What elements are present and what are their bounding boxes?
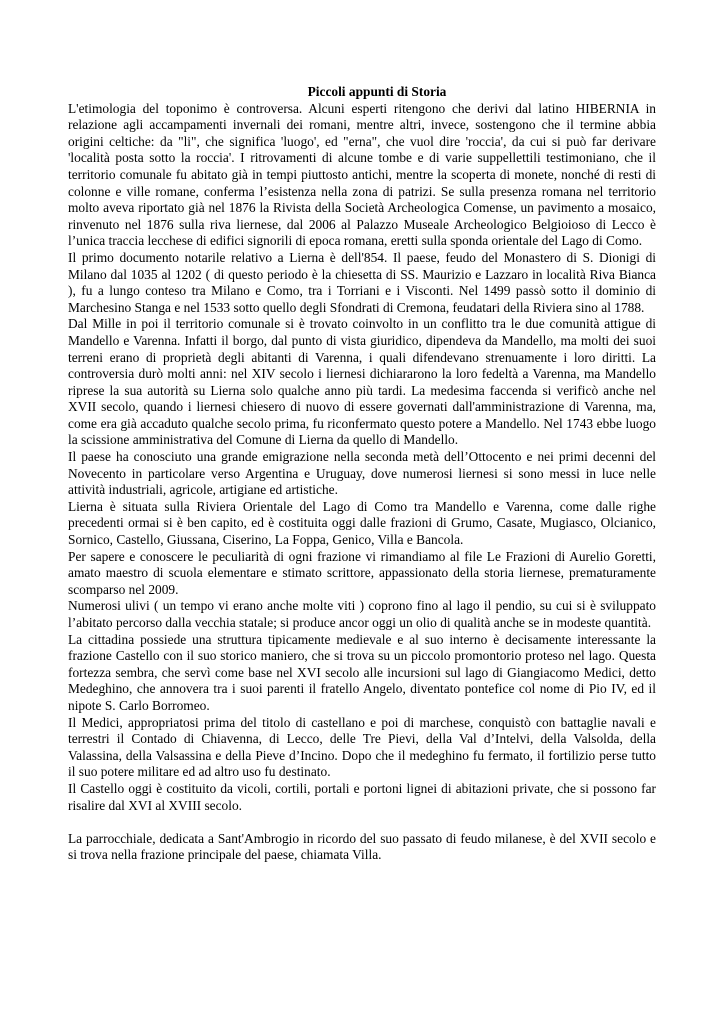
- paragraph-first-document: Il primo documento notarile relativo a Lierna è dell'854. Il paese, feudo del Monastero di S. Dionigi di Milano dal 1035 al 1202 ( di questo periodo è la chiesetta di SS. Maurizio e Lazzaro in località Riva Bianca ), fu a lungo conteso tra Milano e Como, tra i Torriani e i Visconti. Nel 1499 passò sotto il dominio di Marchesino Stanga e nel 1533 sotto quello degli Sfondrati di Cremona, feudatari della Riviera sino al 1788.: [68, 249, 656, 315]
- blank-line: [68, 814, 656, 831]
- paragraph-etymology: L'etimologia del toponimo è controversa. Alcuni esperti ritengono che derivi dal latino HIBERNIA in relazione agli accampamenti invernali dei romani, mentre altri, invece, sostengono che il termine abbia origini celtiche: da "li", che significa 'luogo', ed "erna", che vuol dire 'roccia', da cui si può far derivare 'località posta sotto la roccia'. I ritrovamenti di alcune tombe e di varie suppellettili testimoniano, che il territorio comunale fu abitato già in tempi piuttosto antichi, mentre la scoperta di monete, nonché di resti di colonne e ville romane, conferma l’esistenza nella zona di patrizi. Se sulla presenza romana nel territorio molto aveva riportato già nel 1876 la Rivista della Società Archeologica Comense, un pavimento a mosaico, rinvenuto nel 1876 sulla riva liernese, dal 2006 al Palazzo Museale Archeologico Belgioioso di Lecco è l’unica traccia lecchese di edifici signorili di epoca romana, eretti sulla sponda orientale del Lago di Como.: [68, 100, 656, 249]
- paragraph-olive-trees: Numerosi ulivi ( un tempo vi erano anche molte viti ) coprono fino al lago il pendio, su cui si è sviluppato l’abitato percorso dalla vecchia statale; si produce ancor oggi un olio di qualità anche se in modeste quantità.: [68, 598, 656, 630]
- paragraph-location: Lierna è situata sulla Riviera Orientale del Lago di Como tra Mandello e Varenna, come dalle righe precedenti ormai si è ben capito, ed è costituita oggi dalle frazioni di Grumo, Casate, Mugiasco, Olcianico, Sornico, Castello, Giussana, Ciserino, La Foppa, Genico, Villa e Bancola.: [68, 498, 656, 548]
- paragraph-parish-church: La parrocchiale, dedicata a Sant'Ambrogio in ricordo del suo passato di feudo milanese, è del XVII secolo e si trova nella frazione principale del paese, chiamata Villa.: [68, 830, 656, 863]
- page-title: Piccoli appunti di Storia: [307, 84, 447, 99]
- paragraph-frazioni: Per sapere e conoscere le peculiarità di ogni frazione vi rimandiamo al file Le Frazioni di Aurelio Goretti, amato maestro di scuola elementare e stimato scrittore, appassionato della storia liernese, prematuramente scomparso nel 2009.: [68, 548, 656, 597]
- paragraph-medieval-structure: La cittadina possiede una struttura tipicamente medievale e al suo interno è decisamente interessante la frazione Castello con il suo storico maniero, che si trova su un piccolo promontorio proteso nel lago. Questa fortezza sembra, che servì come base nel XVI secolo alle incursioni sul lago di Giangiacomo Medici, detto Medeghino, che annovera tra i suoi parenti il fratello Angelo, diventato pontefice col nome di Pio IV, ed il nipote S. Carlo Borromeo.: [68, 631, 656, 713]
- paragraph-medici: Il Medici, appropriatosi prima del titolo di castellano e poi di marchese, conquistò con battaglie navali e terrestri il Contado di Chiavenna, di Lecco, delle Tre Pievi, della Val d’Intelvi, della Valsolda, della Valassina, della Valsassina e della Pieve d’Incino. Dopo che il medeghino fu fermato, il fortilizio perse tutto il suo potere militare ed ad altro uso fu destinato.: [68, 714, 656, 780]
- document-page: [68, 84, 656, 864]
- paragraph-conflict: Dal Mille in poi il territorio comunale si è trovato coinvolto in un conflitto tra le due comunità attigue di Mandello e Varenna. Infatti il borgo, dal punto di vista giuridico, dipendeva da Mandello, ma molti dei suoi terreni erano di proprietà degli abitanti di Varenna, i quali difendevano strenuamente i loro diritti. La controversia durò molti anni: nel XIV secolo i liernesi dichiararono la loro fedeltà a Varenna, ma Mandello riprese la sua autorità su Lierna solo qualche anno più tardi. La medesima faccenda si verificò anche nel XVII secolo, quando i liernesi chiesero di nuovo di essere governati dall'amministrazione di Varenna, ma, come era già accaduto qualche secolo prima, fu riconfermato questo potere a Mandello. Nel 1743 ebbe luogo la scissione amministrativa del Comune di Lierna da quello di Mandello.: [68, 316, 656, 448]
- paragraph-emigration: Il paese ha conosciuto una grande emigrazione nella seconda metà dell’Ottocento e nei primi decenni del Novecento in particolare verso Argentina e Uruguay, dove numerosi liernesi si sono messi in luce nelle attività industriali, agricole, artigiane ed artistiche.: [68, 449, 656, 498]
- paragraph-castello-today: Il Castello oggi è costituito da vicoli, cortili, portali e portoni lignei di abitazioni private, che si possono far risalire dal XVI al XVIII secolo.: [68, 780, 656, 813]
